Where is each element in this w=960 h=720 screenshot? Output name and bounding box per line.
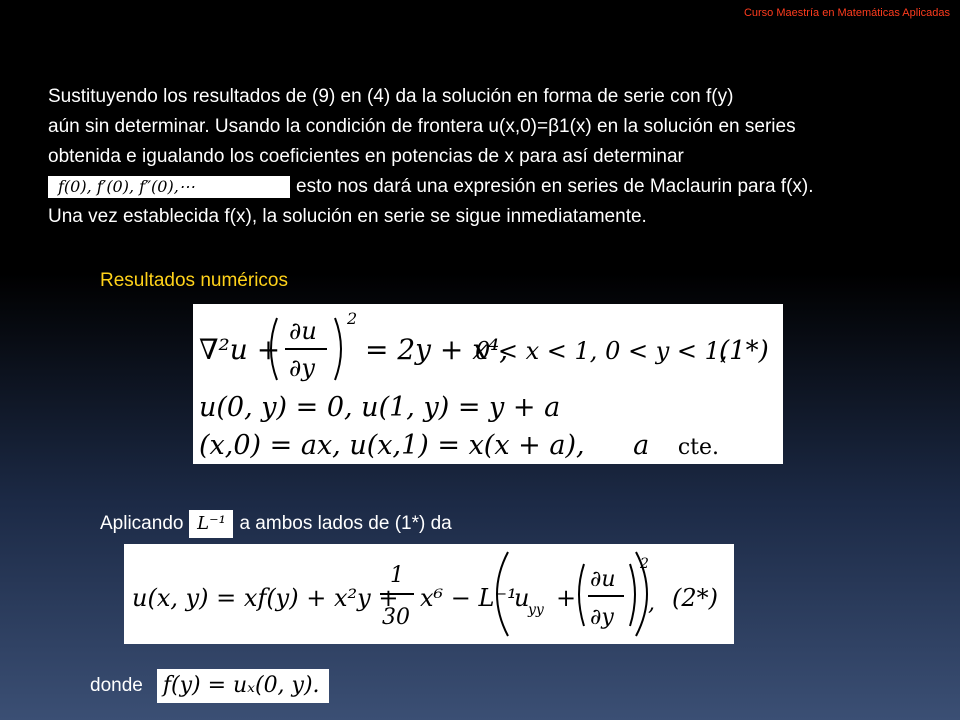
eq1-frac-den: ∂y bbox=[289, 354, 315, 382]
section-title: Resultados numéricos bbox=[100, 270, 288, 291]
result-mid: x⁶ − L⁻¹ bbox=[420, 584, 517, 612]
apply-suffix: a ambos lados de (1*) da bbox=[239, 513, 452, 535]
equation-3 bbox=[199, 430, 719, 461]
inner-right-paren bbox=[630, 564, 635, 626]
right-paren bbox=[335, 318, 341, 380]
apply-line bbox=[100, 510, 452, 538]
result-label: (2*) bbox=[672, 584, 718, 612]
paragraph-line-3: obtenida e igualando los coeficientes en potencias de x para así determinar bbox=[48, 146, 684, 167]
constant-a: a bbox=[633, 430, 650, 461]
plus-sign: + bbox=[556, 584, 577, 612]
equation-3-main: (x,0) = ax, u(x,1) = x(x + a), bbox=[199, 430, 585, 461]
eq1-domain: 0 < x < 1, 0 < y < 1, bbox=[475, 337, 728, 365]
equation-2: u(0, y) = 0, u(1, y) = y + a bbox=[199, 392, 561, 423]
donde-line bbox=[90, 669, 329, 703]
course-header: Curso Maestría en Matemáticas Aplicadas bbox=[743, 7, 950, 19]
eq1-lhs: ∇²u + bbox=[199, 333, 281, 366]
derivatives-math: f(0), f′(0), f″(0),⋯ bbox=[48, 176, 290, 198]
equation-1-graphic bbox=[193, 304, 783, 394]
donde-math: f(y) = uₓ(0, y). bbox=[157, 669, 329, 703]
result-lhs: u(x, y) = xf(y) + x²y + bbox=[132, 584, 399, 612]
donde-label: donde bbox=[90, 675, 143, 697]
result-inner-num: ∂u bbox=[590, 567, 616, 592]
result-inner-den: ∂y bbox=[590, 605, 614, 630]
inner-left-paren bbox=[579, 564, 584, 626]
eq1-frac-num: ∂u bbox=[289, 317, 317, 345]
inverse-operator: L⁻¹ bbox=[189, 510, 233, 538]
comma: , bbox=[648, 591, 655, 616]
eq1-label: (1*) bbox=[719, 336, 769, 366]
eq1-exp: 2 bbox=[347, 309, 358, 328]
eq1-rhs: = 2y + x⁴, bbox=[365, 333, 509, 366]
equation-1 bbox=[193, 304, 783, 394]
result-u-sub: yy bbox=[528, 602, 544, 618]
paragraph-line-5: Una vez establecida f(x), la solución en serie se sigue inmediatamente. bbox=[48, 206, 647, 227]
intro-paragraph bbox=[48, 82, 928, 232]
apply-prefix: Aplicando bbox=[100, 513, 184, 535]
result-exp: 2 bbox=[640, 556, 649, 572]
paragraph-line-1: Sustituyendo los resultados de (9) en (4) da la solución en forma de serie con f(y) bbox=[48, 86, 734, 107]
equations-box bbox=[193, 304, 783, 464]
paragraph-line-4-text: esto nos dará una expresión en series de Maclaurin para f(x). bbox=[296, 176, 814, 197]
result-equation-graphic bbox=[124, 544, 734, 644]
result-frac-num: 1 bbox=[390, 563, 404, 588]
result-equation-box bbox=[124, 544, 734, 644]
paragraph-line-2: aún sin determinar. Usando la condición de frontera u(x,0)=β1(x) en la solución en series bbox=[48, 116, 796, 137]
result-u: u bbox=[514, 584, 530, 612]
paragraph-line-4 bbox=[48, 172, 928, 202]
result-frac-den: 30 bbox=[382, 605, 410, 630]
constant-cte: cte. bbox=[677, 435, 720, 460]
